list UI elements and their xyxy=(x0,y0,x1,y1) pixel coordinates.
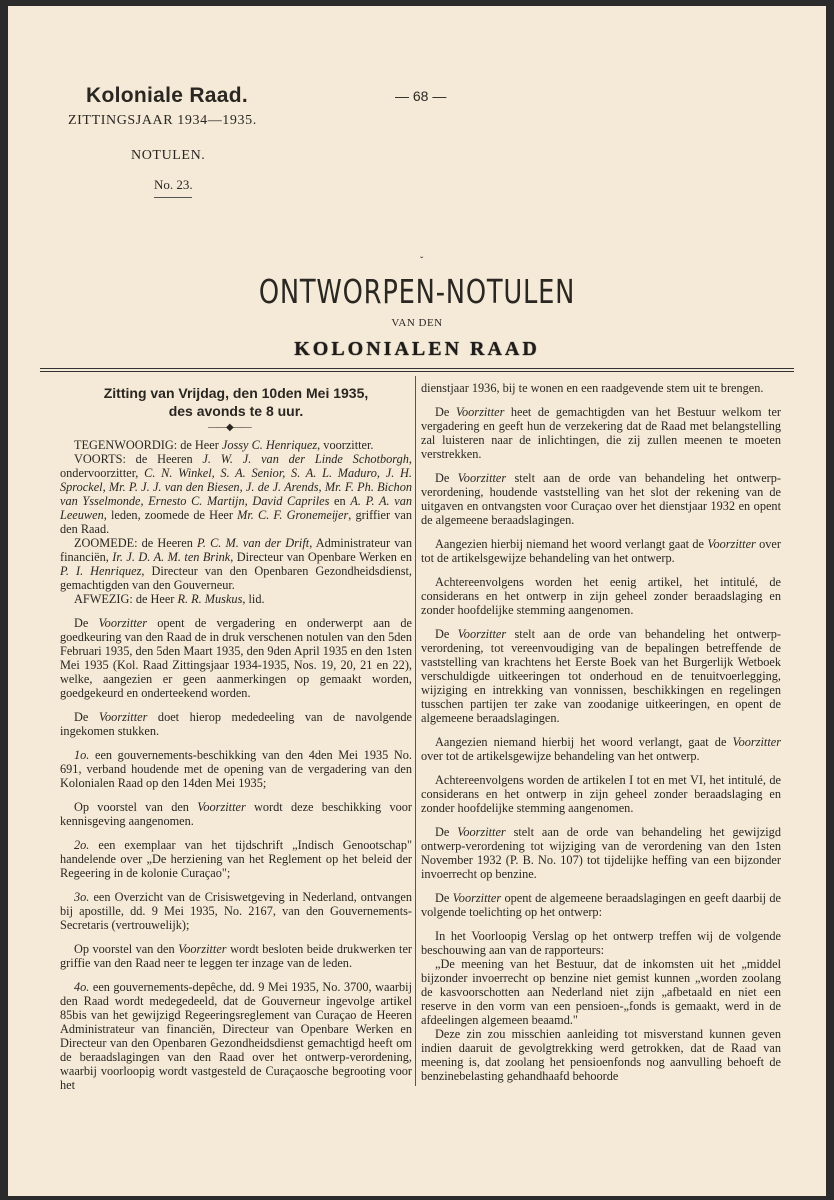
issue-number: No. 23. xyxy=(154,177,193,192)
session-line-2: des avonds te 8 uur. xyxy=(168,403,304,419)
paragraph: De Voorzitter opent de algemeene beraadslagingen en geeft daarbij de volgende toelichting op het ontwerp: xyxy=(421,891,781,919)
paragraph: 4o. een gouvernements-depêche, dd. 9 Mei 1935, No. 3700, waarbij den Raad wordt medegedeeld, dat de Gouverneur ingevolge artikel 85bis van het gewijzigd Regeeringsreglement van Curaçao de Heeren Administrateur van financiën, Directeur van Openbare Werken en Directeur van den Openbaren Gezondheidsdienst gemachtigd heeft om de beraadslagingen van den Raad over het ontwerp-verordening, waarbij voorloopig wordt vastgesteld de Curaçaosche begrooting voor het xyxy=(60,980,412,1092)
left-column xyxy=(60,438,412,1102)
column-divider xyxy=(415,376,416,1086)
masthead-title: ONTWORPEN-NOTULEN xyxy=(258,272,576,311)
ornament-divider: ——◆—— xyxy=(208,422,251,433)
ornament-tick: ˇ xyxy=(420,256,424,267)
paragraph: 3o. een Overzicht van de Crisiswetgeving in Nederland, ontvangen bij apostille, dd. 9 Mei 1935, No. 2167, van den Gouvernements-Secretaris (vertrouwelijk); xyxy=(60,890,412,932)
right-paragraphs xyxy=(421,381,781,919)
masthead-van-den: VAN DEN xyxy=(391,317,443,329)
session-line-1: Zitting van Vrijdag, den 10den Mei 1935, xyxy=(103,385,369,401)
divider-rule xyxy=(40,368,794,369)
notulen-label: NOTULEN. xyxy=(131,148,206,163)
paragraph: Deze zin zou misschien aanleiding tot misverstand kunnen geven indien daaruit de gevolgtrekking werd getrokken, dat de Raad van meening is, dat zoolang het pensioenfonds nog aanvulling behoeft de benzinebelasting gehandhaafd behoorde xyxy=(421,1027,781,1083)
left-paragraphs xyxy=(60,616,412,1092)
right-column xyxy=(421,381,781,1083)
paragraph: In het Voorloopig Verslag op het ontwerp treffen wij de volgende beschouwing aan van de rapporteurs: xyxy=(421,929,781,957)
paragraph: Achtereenvolgens worden het eenig artikel, het intitulé, de considerans en het ontwerp in zijn geheel zonder beraadslaging en zonder hoofdelijke stemming aangenomen. xyxy=(421,575,781,617)
paragraph: De Voorzitter stelt aan de orde van behandeling het ontwerp-verordening, houdende vaststelling van het slot der rekening van de uitgaven en ontvangsten voor Curaçao over het dienstjaar 1932 en opent de algemeene beraadslagingen. xyxy=(421,471,781,527)
document-page xyxy=(8,6,826,1196)
quotation: „De meening van het Bestuur, dat de inkomsten uit het „middel bijzonder invoerrecht op benzine niet gemist kunnen „worden zoolang de kasvoorschotten aan Nederland niet zijn „afbetaald en niet een reserve in den vorm van een pensioen-„fonds is gemaakt, werd in de afdeelingen algemeen beaamd." xyxy=(421,957,781,1027)
paragraph: De Voorzitter doet hierop mededeeling van de navolgende ingekomen stukken. xyxy=(60,710,412,738)
paragraph: Op voorstel van den Voorzitter wordt besloten beide drukwerken ter griffie van den Raad neer te leggen ter inzage van de leden. xyxy=(60,942,412,970)
masthead-raad: KOLONIALEN RAAD xyxy=(294,338,540,360)
paragraph: De Voorzitter stelt aan de orde van behandeling het ontwerp-verordening, tot vereenvoudiging van de bepalingen betreffende de vaststelling van krachtens het Eerste Boek van het Burgerlijk Wetboek verschuldigde uitkeeringen tot onderhoud en de tenuitvoerlegging, wijziging en intrekking van vonnissen, beschikkingen en regelingen tusschen partijen ter zake van zoodanige uitkeeringen, en opent de algemeene beraadslagingen. xyxy=(421,627,781,725)
paragraph: Achtereenvolgens worden de artikelen I tot en met VI, het intitulé, de considerans en het ontwerp in zijn geheel zonder beraadslaging en zonder hoofdelijke stemming aangenomen. xyxy=(421,773,781,815)
paragraph: VOORTS: de Heeren J. W. J. van der Linde Schotborgh, ondervoorzitter, C. N. Winkel, S. A. Senior, S. A. L. Maduro, J. H. Sprockel, Mr. P. J. J. van den Biesen, J. de J. Arends, Mr. F. Ph. Bichon van Ysselmonde, Ernesto C. Martijn, David Capriles en A. P. A. van Leeuwen, leden, zoomede de Heer Mr. C. F. Gronemeĳer, griffier van den Raad. xyxy=(60,452,412,536)
page-number: — 68 — xyxy=(395,88,447,104)
paragraph: De Voorzitter stelt aan de orde van behandeling het gewijzigd ontwerp-verordening tot wijziging van de verordening van den 1sten November 1932 (P. B. No. 107) tot tijdelijke heffing van een bijzonder invoerrecht op benzine. xyxy=(421,825,781,881)
paragraph: dienstjaar 1936, bij te wonen en een raadgevende stem uit te brengen. xyxy=(421,381,764,395)
paragraph: 1o. een gouvernements-beschikking van den 4den Mei 1935 No. 691, verband houdende met de opening van de vergadering van den Kolonialen Raad op den 14den Mei 1935; xyxy=(60,748,412,790)
paragraph: TEGENWOORDIG: de Heer Jossy C. Henriquez, voorzitter. xyxy=(74,438,374,452)
paragraph: 2o. een exemplaar van het tijdschrift „Indisch Genootschap" handelende over „De herziening van het Reglement op het beleid der Regeering in de kolonie Curaçao"; xyxy=(60,838,412,880)
number-underline xyxy=(154,197,192,198)
paragraph: Aangezien hierbij niemand het woord verlangt gaat de Voorzitter over tot de artikelsgewijze behandeling van het ontwerp. xyxy=(421,537,781,565)
paragraph: AFWEZIG: de Heer R. R. Muskus, lid. xyxy=(74,592,265,606)
paragraph: De Voorzitter heet de gemachtigden van het Bestuur welkom ter vergadering en geeft hun de verzekering dat de Raad met belangstelling zal luisteren naar de inlichtingen, die zij zullen meenen te moeten verstrekken. xyxy=(421,405,781,461)
paragraph: De Voorzitter opent de vergadering en onderwerpt aan de goedkeuring van den Raad de in druk verschenen notulen van den 5den Februari 1935, den 5den Maart 1935, den 9den April 1935 en den 1sten Mei 1935 (Kol. Raad Zittingsjaar 1934-1935, Nos. 19, 20, 21 en 22), welke, aangezien er geen aanmerkingen op gemaakt worden, goedgekeurd en onderteekend worden. xyxy=(60,616,412,700)
paragraph: Op voorstel van den Voorzitter wordt deze beschikking voor kennisgeving aangenomen. xyxy=(60,800,412,828)
divider-rule xyxy=(40,371,794,372)
report-excerpt xyxy=(421,929,781,1083)
session-heading xyxy=(60,384,412,420)
council-title: Koloniale Raad. xyxy=(86,84,249,107)
attendance-list xyxy=(60,438,412,606)
paragraph: Aangezien niemand hierbij het woord verlangt, gaat de Voorzitter over tot de artikelsgewijze behandeling van het ontwerp. xyxy=(421,735,781,763)
paragraph: ZOOMEDE: de Heeren P. C. M. van der Drift, Administrateur van financiën, Ir. J. D. A. M. ten Brink, Directeur van Openbare Werken en P. I. Henriquez, Directeur van den Openbaren Gezondheidsdienst, gemachtigden van den Gouverneur. xyxy=(60,536,413,592)
session-year: ZITTINGSJAAR 1934—1935. xyxy=(68,113,257,128)
